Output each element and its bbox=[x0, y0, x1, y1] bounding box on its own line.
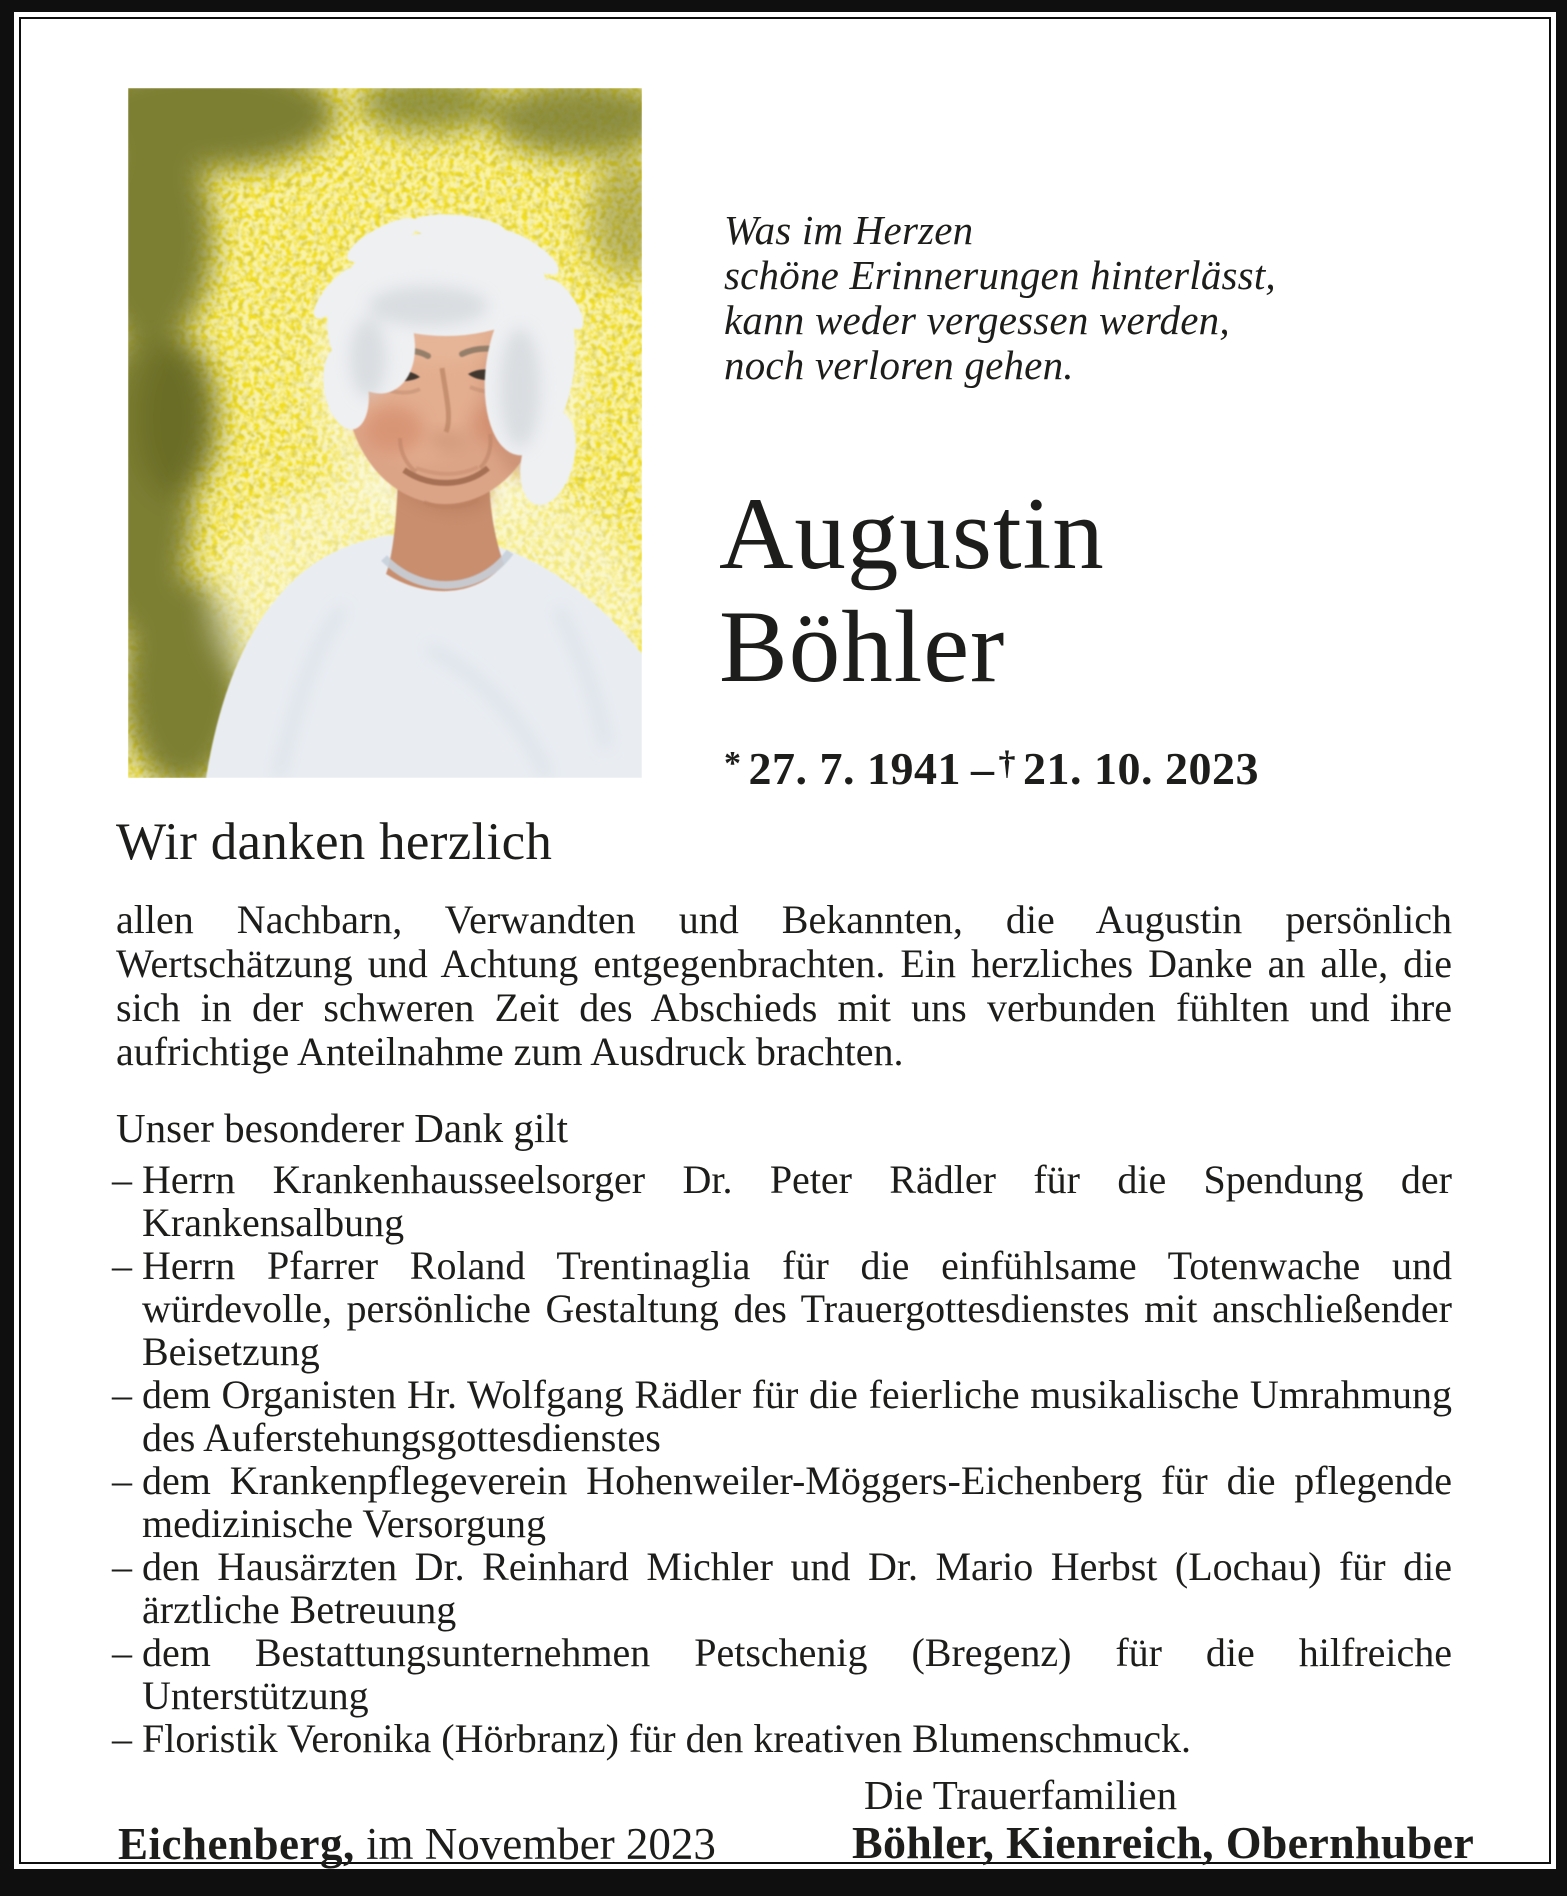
list-item-text: Herrn Krankenhausseelsorger Dr. Peter Rädler für die Spendung der Krankensalbung bbox=[142, 1157, 1452, 1245]
family-names: Böhler, Kienreich, Obernhuber bbox=[852, 1817, 1475, 1868]
footer-place-date bbox=[118, 1818, 716, 1870]
verse-line: schöne Erinnerungen hinterlässt, bbox=[724, 252, 1276, 298]
verse-line: Was im Herzen bbox=[724, 207, 974, 253]
list-item-text: Floristik Veronika (Hörbranz) für den kreativen Blumenschmuck. bbox=[142, 1716, 1191, 1761]
list-item-text: dem Bestattungsunternehmen Petschenig (Bregenz) für die hilfreiche Unterstützung bbox=[142, 1630, 1452, 1718]
bullet-dash: – bbox=[112, 1630, 132, 1675]
thanks-paragraph: allen Nachbarn, Verwandten und Bekannten, die Augustin persönlich Wertschätzung und Achtung entgegenbrachten. Ein herzliches Danke an alle, die sich in der schweren Zeit des Abschieds mit uns verbunden fühlten und ihre aufrichtige Anteilnahme zum Ausdruck brachten. bbox=[116, 897, 1452, 1074]
bullet-dash: – bbox=[112, 1157, 132, 1202]
footer-date: im November 2023 bbox=[366, 1819, 716, 1869]
bullet-dash: – bbox=[112, 1372, 132, 1417]
deceased-name bbox=[719, 478, 1105, 704]
bullet-dash: – bbox=[112, 1716, 132, 1761]
verse-line: noch verloren gehen. bbox=[724, 342, 1074, 388]
bullet-dash: – bbox=[112, 1458, 132, 1503]
death-date: 21. 10. 2023 bbox=[1023, 743, 1259, 794]
list-item-text: Herrn Pfarrer Roland Trentinaglia für die einfühlsame Totenwache und würdevolle, persönliche Gestaltung des Trauergottesdienstes mit anschließender Beisetzung bbox=[142, 1243, 1452, 1374]
list-item-text: den Hausärzten Dr. Reinhard Michler und Dr. Mario Herbst (Lochau) für die ärztliche Betreuung bbox=[142, 1544, 1452, 1632]
list-item-text: dem Organisten Hr. Wolfgang Rädler für die feierliche musikalische Umrahmung des Auferstehungsgottesdienstes bbox=[142, 1372, 1452, 1460]
list-item bbox=[112, 1545, 1452, 1631]
list-item bbox=[112, 1158, 1452, 1244]
list-item bbox=[112, 1459, 1452, 1545]
verse-line: kann weder vergessen werden, bbox=[724, 297, 1230, 343]
special-thanks-heading: Unser besonderer Dank gilt bbox=[116, 1105, 569, 1151]
life-dates bbox=[724, 742, 1259, 795]
death-cross-symbol: † bbox=[998, 745, 1016, 782]
footer-family-block bbox=[852, 1772, 1474, 1868]
memorial-verse bbox=[724, 208, 1276, 388]
portrait-photo-illustration bbox=[128, 88, 642, 778]
bullet-dash: – bbox=[112, 1544, 132, 1589]
special-thanks-list bbox=[112, 1158, 1452, 1760]
thanks-heading: Wir danken herzlich bbox=[116, 813, 553, 871]
portrait-photo bbox=[128, 88, 642, 778]
list-item bbox=[112, 1373, 1452, 1459]
family-intro: Die Trauerfamilien bbox=[864, 1772, 1178, 1818]
list-item-text: dem Krankenpflegeverein Hohenweiler-Möggers-Eichenberg für die pflegende medizinische Versorgung bbox=[142, 1458, 1452, 1546]
birth-star-symbol: * bbox=[724, 745, 742, 782]
deceased-last-name: Böhler bbox=[719, 590, 1006, 704]
list-item bbox=[112, 1717, 1452, 1760]
list-item bbox=[112, 1631, 1452, 1717]
bullet-dash: – bbox=[112, 1243, 132, 1288]
date-separator: – bbox=[971, 743, 995, 794]
deceased-first-name: Augustin bbox=[719, 477, 1105, 591]
birth-date: 27. 7. 1941 bbox=[748, 743, 961, 794]
list-item bbox=[112, 1244, 1452, 1373]
footer-place: Eichenberg, bbox=[118, 1819, 355, 1869]
